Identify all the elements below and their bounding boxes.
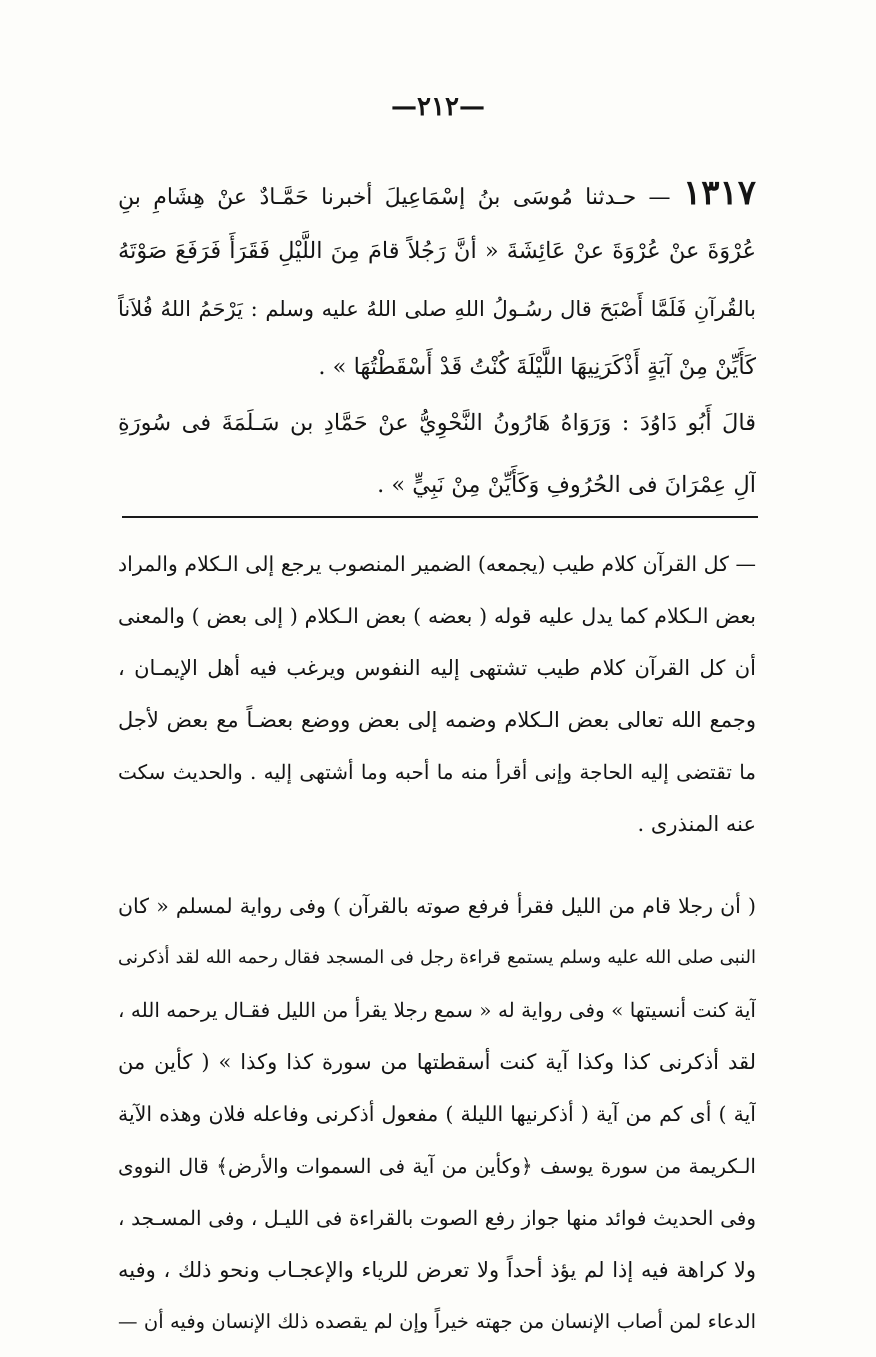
commentary-line: النبى صلى الله عليه وسلم يستمع قراءة رجل فى المسجد فقال رحمه الله لقد أذكرنى xyxy=(118,947,756,968)
commentary-line: الدعاء لمن أصاب الإنسان من جهته خيراً وإن لم يقصده ذلك الإنسان وفيه أن — xyxy=(118,1310,756,1333)
commentary-line: لقد أذكرنى كذا وكذا آية كنت أسقطتها من سورة كذا وكذا » ( كأين من xyxy=(118,1050,756,1074)
commentary-line: آية كنت أنسيتها » وفى رواية له « سمع رجلا يقرأ من الليل فقـال يرحمه الله ، xyxy=(118,998,756,1022)
page-number: —٢١٢— xyxy=(391,92,485,122)
hadith-line: بالقُرآنِ فَلَمَّا أَصْبَحَ قال رسُـولُ اللهِ صلى اللهُ عليه وسلم : يَرْحَمُ اللهُ فُلاَناً xyxy=(118,297,756,321)
commentary-line: عنه المنذرى . xyxy=(637,812,756,836)
commentary-line: ( أن رجلا قام من الليل فقرأ فرفع صوته بالقرآن ) وفى رواية لمسلم « كان xyxy=(118,894,756,918)
hadith-line: ١٣١٧ — حـدثنا مُوسَى بنُ إسْمَاعِيلَ أخبرنا حَمَّـادٌ عنْ هِشَامِ بنِ xyxy=(118,173,756,213)
hadith-line: كَأَيِّنْ مِنْ آيَةٍ أَذْكَرَنِيهَا اللَّيْلَةَ كُنْتُ قَدْ أَسْقَطْتُهَا » . xyxy=(318,354,756,380)
commentary-line: آية ) أى كم من آية ( أذكرنيها الليلة ) مفعول أذكرنى وفاعله فلان وهذه الآية xyxy=(118,1102,756,1126)
commentary-line: ما تقتضى إليه الحاجة وإنى أقرأ منه ما أحبه وما أشتهى إليه . والحديث سكت xyxy=(118,760,756,784)
commentary-line: وفى الحديث فوائد منها جواز رفع الصوت بالقراءة فى الليـل ، وفى المسـجد ، xyxy=(118,1206,756,1230)
hadith-text xyxy=(118,164,756,396)
commentary-line: — كل القرآن كلام طيب (يجمعه) الضمير المنصوب يرجع إلى الـكلام والمراد xyxy=(118,552,756,576)
commentary-line: الـكريمة من سورة يوسف ﴿وكأين من آية فى السموات والأرض﴾ قال النووى xyxy=(118,1154,756,1178)
hadith-line: عُرْوَةَ عنْ عُرْوَةَ عنْ عَائِشَةَ « أنَّ رَجُلاً قامَ مِنَ اللَّيْلِ فَقَرَأَ فَرَفَعَ صَوْتَهُ xyxy=(118,238,756,264)
section-divider xyxy=(122,516,758,518)
commentary-line: بعض الـكلام كما يدل عليه قوله ( بعضه ) بعض الـكلام ( إلى بعض ) والمعنى xyxy=(118,604,756,628)
paragraph-gap xyxy=(118,850,756,880)
hadith-number: ١٣١٧ xyxy=(682,173,756,213)
commentary-line: ولا كراهة فيه إذا لم يؤذ أحداً ولا تعرض للرياء والإعجـاب ونحو ذلك ، وفيه xyxy=(118,1258,756,1282)
commentary-line: أن كل القرآن كلام طيب تشتهى إليه النفوس ويرغب فيه أهل الإيمـان ، xyxy=(118,656,756,680)
commentary-line: وجمع الله تعالى بعض الـكلام وضمه إلى بعض ووضع بعضـاً مع بعض لأجل xyxy=(118,708,756,732)
abu-dawud-note xyxy=(118,392,756,516)
note-line: آلِ عِمْرَانَ فى الحُرُوفِ وَكَأَيِّنْ مِنْ نَبِيٍّ » . xyxy=(377,472,756,498)
note-line: قالَ أَبُو دَاوُدَ : وَرَوَاهُ هَارُونُ النَّحْوِيُّ عنْ حَمَّادِ بن سَـلَمَةَ فى سُورَةِ xyxy=(118,410,756,436)
commentary-footnotes xyxy=(118,538,756,1348)
